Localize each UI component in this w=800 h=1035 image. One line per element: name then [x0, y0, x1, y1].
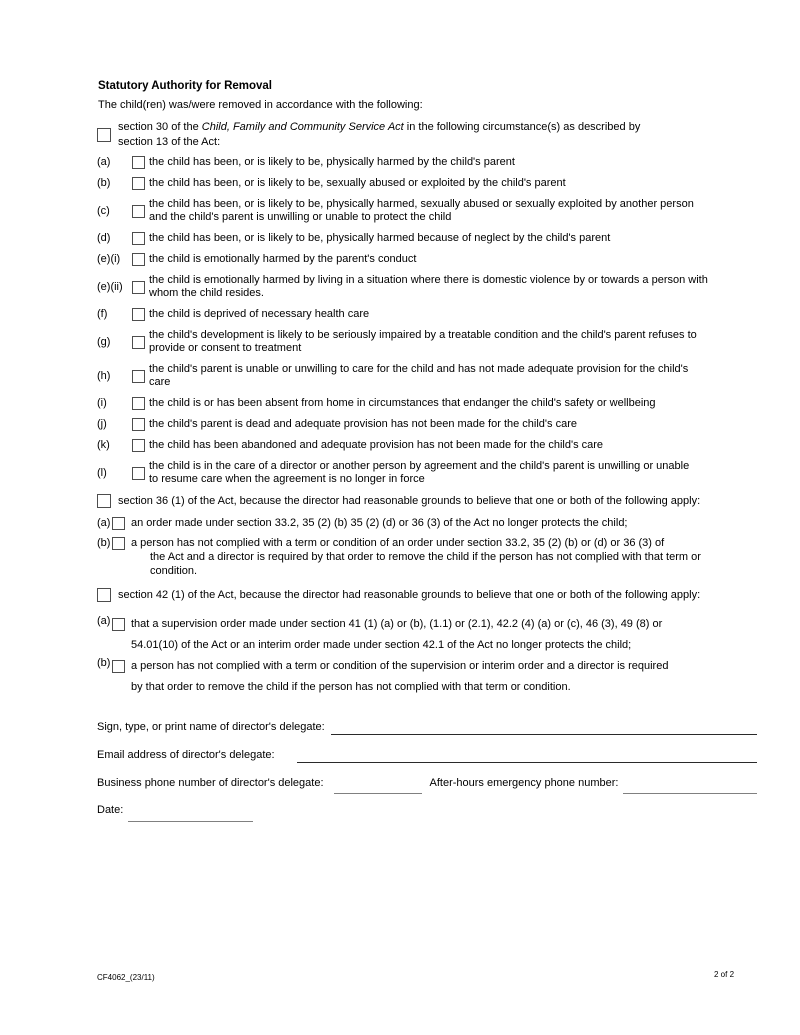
section42-a-text-line2: 54.01(10) of the Act or an interim order made under section 42.1 of the Act no longer protects the child; — [131, 639, 632, 651]
after-hours-label: After-hours emergency phone number: — [429, 777, 619, 789]
item-row-h — [97, 363, 757, 389]
item-eii-text-line1: the child is emotionally harmed by living in a situation where there is domestic violence by or towards a person with — [149, 274, 708, 286]
section30-label-line2: section 13 of the Act: — [118, 136, 221, 148]
section36-item-b — [97, 536, 757, 578]
item-id-g: (g) — [97, 335, 111, 348]
item-row-j — [97, 418, 757, 431]
section42-b-text-line1: a person has not complied with a term or condition of the supervision or interim order and a director is required — [131, 660, 669, 672]
date-row — [97, 804, 757, 822]
item-id-h: (h) — [97, 369, 111, 382]
item-row-f — [97, 308, 757, 321]
item-h-checkbox[interactable] — [132, 370, 145, 383]
item-id-eii: (e)(ii) — [97, 280, 123, 293]
section36-b-text-line2: the Act and a director is required by that order to remove the child if the person has not complied with that term or — [150, 551, 701, 563]
item-id-a: (a) — [97, 156, 111, 168]
email-field-line[interactable] — [297, 748, 757, 763]
item-f-text: the child is deprived of necessary health care — [149, 308, 370, 320]
item-id-l: (l) — [97, 466, 107, 479]
section36-row — [97, 494, 757, 508]
item-l-checkbox[interactable] — [132, 467, 145, 480]
section42-checkbox[interactable] — [97, 588, 111, 602]
item-id-j: (j) — [97, 418, 107, 430]
item-eii-text-line2: whom the child resides. — [149, 287, 264, 299]
section36-item-a — [97, 516, 757, 530]
item-g-checkbox[interactable] — [132, 336, 145, 349]
item-row-i — [97, 397, 757, 410]
item-row-l — [97, 460, 757, 486]
intro-text: The child(ren) was/were removed in accordance with the following: — [98, 99, 423, 111]
after-hours-field-line[interactable] — [623, 779, 757, 794]
item-row-b — [97, 177, 757, 190]
item-row-g — [97, 329, 757, 355]
item-ei-checkbox[interactable] — [132, 253, 145, 266]
item-j-checkbox[interactable] — [132, 418, 145, 431]
section30-label — [118, 120, 640, 150]
item-id-i: (i) — [97, 397, 107, 409]
item-j-text: the child's parent is dead and adequate provision has not been made for the child's care — [149, 418, 577, 430]
email-label: Email address of director's delegate: — [97, 749, 275, 761]
item-i-text: the child is or has been absent from home in circumstances that endanger the child's safety or wellbeing — [149, 397, 656, 409]
item-b-text: the child has been, or is likely to be, sexually abused or exploited by the child's parent — [149, 177, 566, 189]
item-i-checkbox[interactable] — [132, 397, 145, 410]
item-h-text-line2: care — [149, 376, 171, 388]
item-id-k: (k) — [97, 439, 110, 451]
section42-item-a — [97, 614, 757, 656]
name-field-line[interactable] — [331, 720, 757, 735]
section36-checkbox[interactable] — [97, 494, 111, 508]
form-number: CF4062_(23/11) — [97, 973, 155, 982]
business-phone-label: Business phone number of director's delegate: — [97, 777, 324, 789]
item-row-c — [97, 198, 757, 224]
item-h-text-line1: the child's parent is unable or unwilling to care for the child and has not made adequate provision for the child's — [149, 363, 689, 375]
item-id-b: (b) — [97, 177, 111, 189]
signature-section — [97, 720, 757, 822]
item-row-eii — [97, 274, 757, 300]
item-g-text-line2: provide or consent to treatment — [149, 342, 302, 354]
date-label: Date: — [97, 804, 124, 816]
business-phone-field-line[interactable] — [334, 779, 422, 794]
item-d-checkbox[interactable] — [132, 232, 145, 245]
item-l-text-line1: the child is in the care of a director or another person by agreement and the child's parent is unwilling or unable — [149, 460, 690, 472]
item-row-k — [97, 439, 757, 452]
item-row-d — [97, 232, 757, 245]
section42-b-text-line2: by that order to remove the child if the person has not complied with that term or condition. — [131, 681, 571, 693]
date-field-line[interactable] — [128, 821, 253, 822]
item-id-c: (c) — [97, 204, 110, 217]
section36-a-checkbox[interactable] — [112, 517, 125, 530]
section36-b-text-line1: a person has not complied with a term or condition of an order under section 33.2, 35 (2) (b) or (d) or 36 (3) of — [131, 537, 665, 549]
item-f-checkbox[interactable] — [132, 308, 145, 321]
phone-row — [97, 776, 757, 791]
section36-b-id: (b) — [97, 537, 111, 549]
section42-a-id: (a) — [97, 615, 111, 627]
item-l-text-line2: to resume care when the agreement is no longer in force — [149, 473, 425, 485]
name-label: Sign, type, or print name of director's delegate: — [97, 721, 325, 733]
section42-label: section 42 (1) of the Act, because the director had reasonable grounds to believe that one or both of the following apply: — [118, 589, 701, 601]
section36-b-text-line3: condition. — [150, 565, 198, 577]
item-d-text: the child has been, or is likely to be, physically harmed because of neglect by the child's parent — [149, 232, 611, 244]
item-a-checkbox[interactable] — [132, 156, 145, 169]
section30-row — [97, 120, 757, 150]
item-c-text-line2: and the child's parent is unwilling or unable to protect the child — [149, 211, 452, 223]
section42-b-id: (b) — [97, 657, 111, 669]
item-ei-text: the child is emotionally harmed by the parent's conduct — [149, 253, 417, 265]
section42-row — [97, 588, 757, 602]
item-id-ei: (e)(i) — [97, 253, 121, 265]
item-c-text-line1: the child has been, or is likely to be, physically harmed, sexually abused or sexually exploited by another person — [149, 198, 694, 210]
item-row-a — [97, 156, 757, 169]
item-k-checkbox[interactable] — [132, 439, 145, 452]
section36-b-checkbox[interactable] — [112, 537, 125, 550]
section42-a-text-line1: that a supervision order made under section 41 (1) (a) or (b), (1.1) or (2.1), 42.2 (4) (a) or (c), 46 (3), 49 (8) or — [131, 618, 663, 630]
email-row — [97, 748, 757, 763]
section42-a-checkbox[interactable] — [112, 618, 125, 631]
item-row-ei — [97, 253, 757, 266]
page-indicator: 2 of 2 — [714, 970, 735, 979]
section36-a-id: (a) — [97, 517, 111, 529]
section42-item-b — [97, 656, 757, 698]
section30-checkbox[interactable] — [97, 128, 111, 142]
item-c-checkbox[interactable] — [132, 205, 145, 218]
item-id-d: (d) — [97, 232, 111, 244]
act-name: Child, Family and Community Service Act — [201, 121, 404, 133]
section30-label-post: in the following circumstance(s) as described by — [403, 121, 641, 133]
item-k-text: the child has been abandoned and adequate provision has not been made for the child's care — [149, 439, 604, 451]
item-b-checkbox[interactable] — [132, 177, 145, 190]
item-g-text-line1: the child's development is likely to be seriously impaired by a treatable condition and the child's parent refuses to — [149, 329, 697, 341]
name-row — [97, 720, 757, 735]
section36-a-text: an order made under section 33.2, 35 (2) (b) 35 (2) (d) or 36 (3) of the Act no longer protects the child; — [131, 517, 628, 529]
item-a-text: the child has been, or is likely to be, physically harmed by the child's parent — [149, 156, 515, 168]
page-title: Statutory Authority for Removal — [98, 80, 273, 92]
item-eii-checkbox[interactable] — [132, 281, 145, 294]
section42-b-checkbox[interactable] — [112, 660, 125, 673]
item-id-f: (f) — [97, 308, 108, 320]
section30-label-pre: section 30 of the — [118, 121, 202, 133]
section36-label: section 36 (1) of the Act, because the director had reasonable grounds to believe that one or both of the following apply: — [118, 495, 701, 507]
